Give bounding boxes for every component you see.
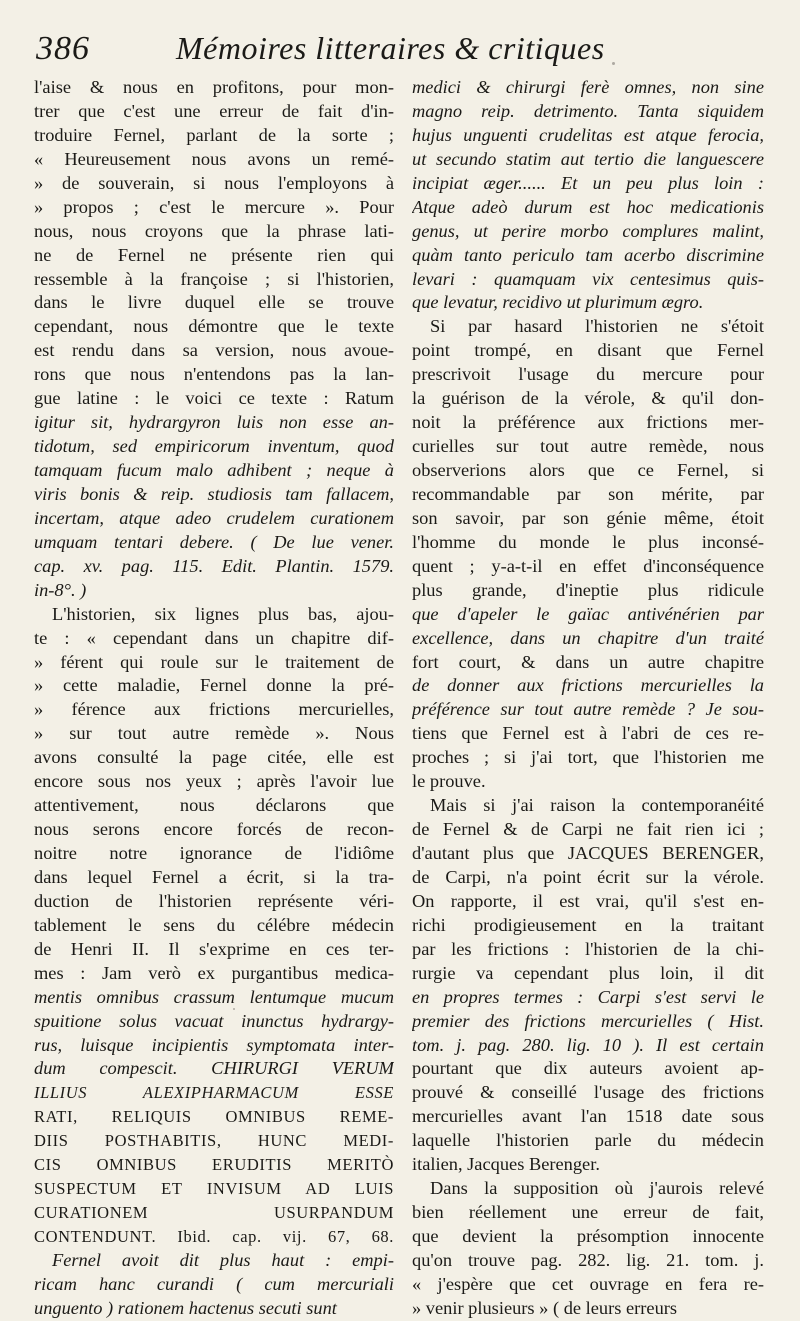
text-line: hujus unguenti crudelitas est atque ferocia, <box>412 124 764 145</box>
text-line: excellence, dans un chapitre d'un traité <box>412 627 764 648</box>
text-line: nous serons encore forcés de recon- <box>34 819 394 840</box>
text-line: viris bonis & reip. studiosis tam fallacem, <box>34 483 394 504</box>
text-line: Si par hasard l'historien ne s'étoit <box>430 316 764 337</box>
text-line: fort court, & dans un autre chapitre <box>412 651 764 672</box>
text-line: mentis omnibus crassum lentumque mucum <box>34 986 394 1007</box>
text-line: in-8°. ) <box>34 579 87 600</box>
text-line: richi prodigieusement en la traitant <box>412 914 764 935</box>
text-line: qu'on trouve pag. 282. lig. 21. tom. j. <box>412 1249 764 1270</box>
text-line: pourtant que dix auteurs avoient ap- <box>412 1058 764 1079</box>
text-line: incipiat æger...... Et un peu plus loin : <box>412 172 764 193</box>
text-line: On rapporte, il est vrai, qu'il s'est en- <box>412 890 764 911</box>
text-line: » sur tout autre remède ». Nous <box>34 723 394 744</box>
text-line: prescrivoit l'usage du mercure pour <box>412 364 764 385</box>
text-line: quàm tanto periculo tam acerbo discrimine <box>412 244 764 265</box>
text-line: que levatur, recidivo ut plurimum ægro. <box>412 292 704 313</box>
text-line: d'autant plus que JACQUES BERENGER, <box>412 843 764 863</box>
text-line: proches ; si j'ai tort, que l'historien me <box>412 747 764 768</box>
text-line: medici & chirurgi ferè omnes, non sine <box>412 77 764 97</box>
text-line: Mais si j'ai raison la contemporanéité <box>430 795 764 816</box>
text-line: rons que nous n'entendons pas la lan- <box>34 364 394 385</box>
text-line: l'aise & nous en profitons, pour mon- <box>34 77 394 97</box>
text-line: igitur sit, hydrargyron luis non esse an- <box>34 412 394 433</box>
text-line: « Heureusement nous avons un remé- <box>34 148 394 169</box>
text-line: observerions alors que ce Fernel, si <box>412 460 764 480</box>
text-line: » férent qui roule sur le traitement de <box>34 651 394 672</box>
text-line: mes : Jam verò ex purgantibus medica- <box>34 962 394 983</box>
text-line: Fernel avoit dit plus haut : empi- <box>52 1249 394 1270</box>
text-line: laquelle l'historien parle du médecin <box>412 1130 764 1151</box>
text-line: de donner aux frictions mercurielles la <box>412 675 764 696</box>
text-line: troduire Fernel, parlant de la sorte ; <box>34 124 394 145</box>
text-line: RATI, RELIQUIS OMNIBUS REME- <box>34 1107 394 1127</box>
text-line: CIS OMNIBUS ERUDITIS MERITÒ <box>34 1155 394 1175</box>
text-line: point trompé, en disant que Fernel <box>412 340 764 361</box>
text-line: par les frictions : l'historien de la chi- <box>412 938 764 959</box>
text-line: l'homme du monde le plus inconsé- <box>412 531 764 552</box>
text-line: attentivement, nous déclarons que <box>34 795 394 816</box>
text-line: quent ; y-a-t-il en effet d'inconséquence <box>412 555 764 576</box>
text-line: préférence sur tout autre remède ? Je sou- <box>412 699 764 720</box>
text-line: recommandable par son mérite, par <box>412 483 764 504</box>
text-line: ricam hanc curandi ( cum mercuriali <box>34 1273 394 1294</box>
text-line: « j'espère que cet ouvrage en fera re- <box>412 1273 764 1294</box>
text-line: dum compescit. CHIRURGI VERUM <box>34 1058 394 1079</box>
text-line: rus, luisque incipientis symptomata inter- <box>34 1034 394 1055</box>
text-line: plus grande, d'ineptie plus ridicule <box>412 579 764 600</box>
text-line: ne de Fernel ne présente rien qui <box>34 244 394 265</box>
text-line: rurgie va cependant plus loin, il dit <box>412 962 764 983</box>
text-line: » propos ; c'est le mercure ». Pour <box>34 196 394 217</box>
text-line: unguento ) rationem hactenus secuti sunt <box>34 1297 337 1318</box>
text-line: tiens que Fernel est à l'abri de ces re- <box>412 723 764 744</box>
text-line: cap. xv. pag. 115. Edit. Plantin. 1579. <box>34 555 394 576</box>
text-line: tablement le sens du célébre médecin <box>34 914 394 935</box>
text-line: que devient la présomption innocente <box>412 1226 764 1246</box>
right-text-column <box>412 76 764 1321</box>
text-line: premier des frictions mercurielles ( Hist. <box>412 1010 764 1031</box>
text-line: curielles sur tout autre remède, nous <box>412 436 764 457</box>
text-line: la guérison de la vérole, & qu'il don- <box>412 388 764 409</box>
text-line: nous, nous croyons que la phrase lati- <box>34 220 394 241</box>
text-line: DIIS POSTHABITIS, HUNC MEDI- <box>34 1131 394 1151</box>
text-line: SUSPECTUM ET INVISUM AD LUIS <box>34 1179 394 1199</box>
text-line: spuitione solus vacuat inunctus hydrargy- <box>34 1010 394 1031</box>
text-line: que d'apeler le gaïac antivénérien par <box>412 603 764 624</box>
text-line: cependant, nous démontre que le texte <box>34 316 394 337</box>
text-line: » férence aux frictions mercurielles, <box>34 699 394 720</box>
text-line: en propres termes : Carpi s'est servi le <box>412 986 764 1007</box>
page-number: 386 <box>36 30 90 67</box>
text-line: noit la préférence aux frictions mer- <box>412 412 764 433</box>
text-line: Atque adeò durum est hoc medicationis <box>412 196 764 217</box>
text-line: ut secundo statim aut tertio die languescere <box>412 148 764 169</box>
text-line: mercurielles avant l'an 1518 date sous <box>412 1106 764 1127</box>
text-line: magno reip. detrimento. Tanta siquidem <box>412 100 764 121</box>
text-line: duction de l'historien représente véri- <box>34 890 394 911</box>
text-line: tom. j. pag. 280. lig. 10 ). Il est certain <box>412 1034 764 1055</box>
text-line: le prouve. <box>412 771 486 792</box>
text-line: umquam tentari debere. ( De lue vener. <box>34 531 394 552</box>
text-line: de Henri II. Il s'exprime en ces ter- <box>34 938 394 959</box>
text-line: » de souverain, si nous l'employons à <box>34 172 394 193</box>
ink-speck <box>612 62 615 65</box>
text-line: de Fernel & de Carpi ne fait rien ici ; <box>412 819 764 840</box>
running-title: Mémoires litteraires & critiques <box>176 30 605 66</box>
text-line: trer que c'est une erreur de fait d'in- <box>34 100 394 121</box>
text-line: » venir plusieurs » ( de leurs erreurs <box>412 1297 678 1318</box>
text-line: » cette maladie, Fernel donne la pré- <box>34 675 394 696</box>
text-line: dans le livre duquel elle se trouve <box>34 292 394 313</box>
text-line: encore sous nos yeux ; après l'avoir lue <box>34 771 394 792</box>
text-line: genus, ut perire morbo complures malint, <box>412 220 764 241</box>
text-line: dans lequel Fernel a écrit, si la tra- <box>34 866 394 887</box>
text-line: CURATIONEM USURPANDUM <box>34 1203 394 1223</box>
text-line: bien réellement une erreur de fait, <box>412 1202 764 1223</box>
text-line: gue latine : le voici ce texte : Ratum <box>34 388 394 409</box>
text-line: avons consulté la page citée, elle est <box>34 747 394 768</box>
text-line: ressemble à la françoise ; si l'historien, <box>34 268 394 289</box>
text-line: son savoir, par son génie même, étoit <box>412 507 764 528</box>
text-line: ILLIUS ALEXIPHARMACUM ESSE <box>34 1083 394 1103</box>
text-line: est rendu dans sa version, nous avoue- <box>34 340 394 361</box>
left-text-column <box>34 76 394 1321</box>
text-line: italien, Jacques Berenger. <box>412 1154 600 1175</box>
text-line: tidotum, sed empiricorum inventum, quod <box>34 436 394 457</box>
ink-speck <box>233 1008 235 1010</box>
text-line: CONTENDUNT. Ibid. cap. vij. 67, 68. <box>34 1227 394 1246</box>
text-line: prouvé & conseillé l'usage des frictions <box>412 1082 764 1103</box>
text-line: noitre notre ignorance de l'idiôme <box>34 843 394 863</box>
text-line: levari : quamquam vix centesimus quis- <box>412 268 764 289</box>
text-line: tamquam fucum malo adhibent ; neque à <box>34 460 394 480</box>
text-line: te : « cependant dans un chapitre dif- <box>34 627 394 648</box>
text-line: incertam, atque adeo crudelem curationem <box>34 507 394 528</box>
text-line: Dans la supposition où j'aurois relevé <box>430 1178 764 1199</box>
page-header <box>36 30 766 74</box>
text-line: de Carpi, n'a point écrit sur la vérole. <box>412 866 764 887</box>
text-line: L'historien, six lignes plus bas, ajou- <box>52 603 394 624</box>
